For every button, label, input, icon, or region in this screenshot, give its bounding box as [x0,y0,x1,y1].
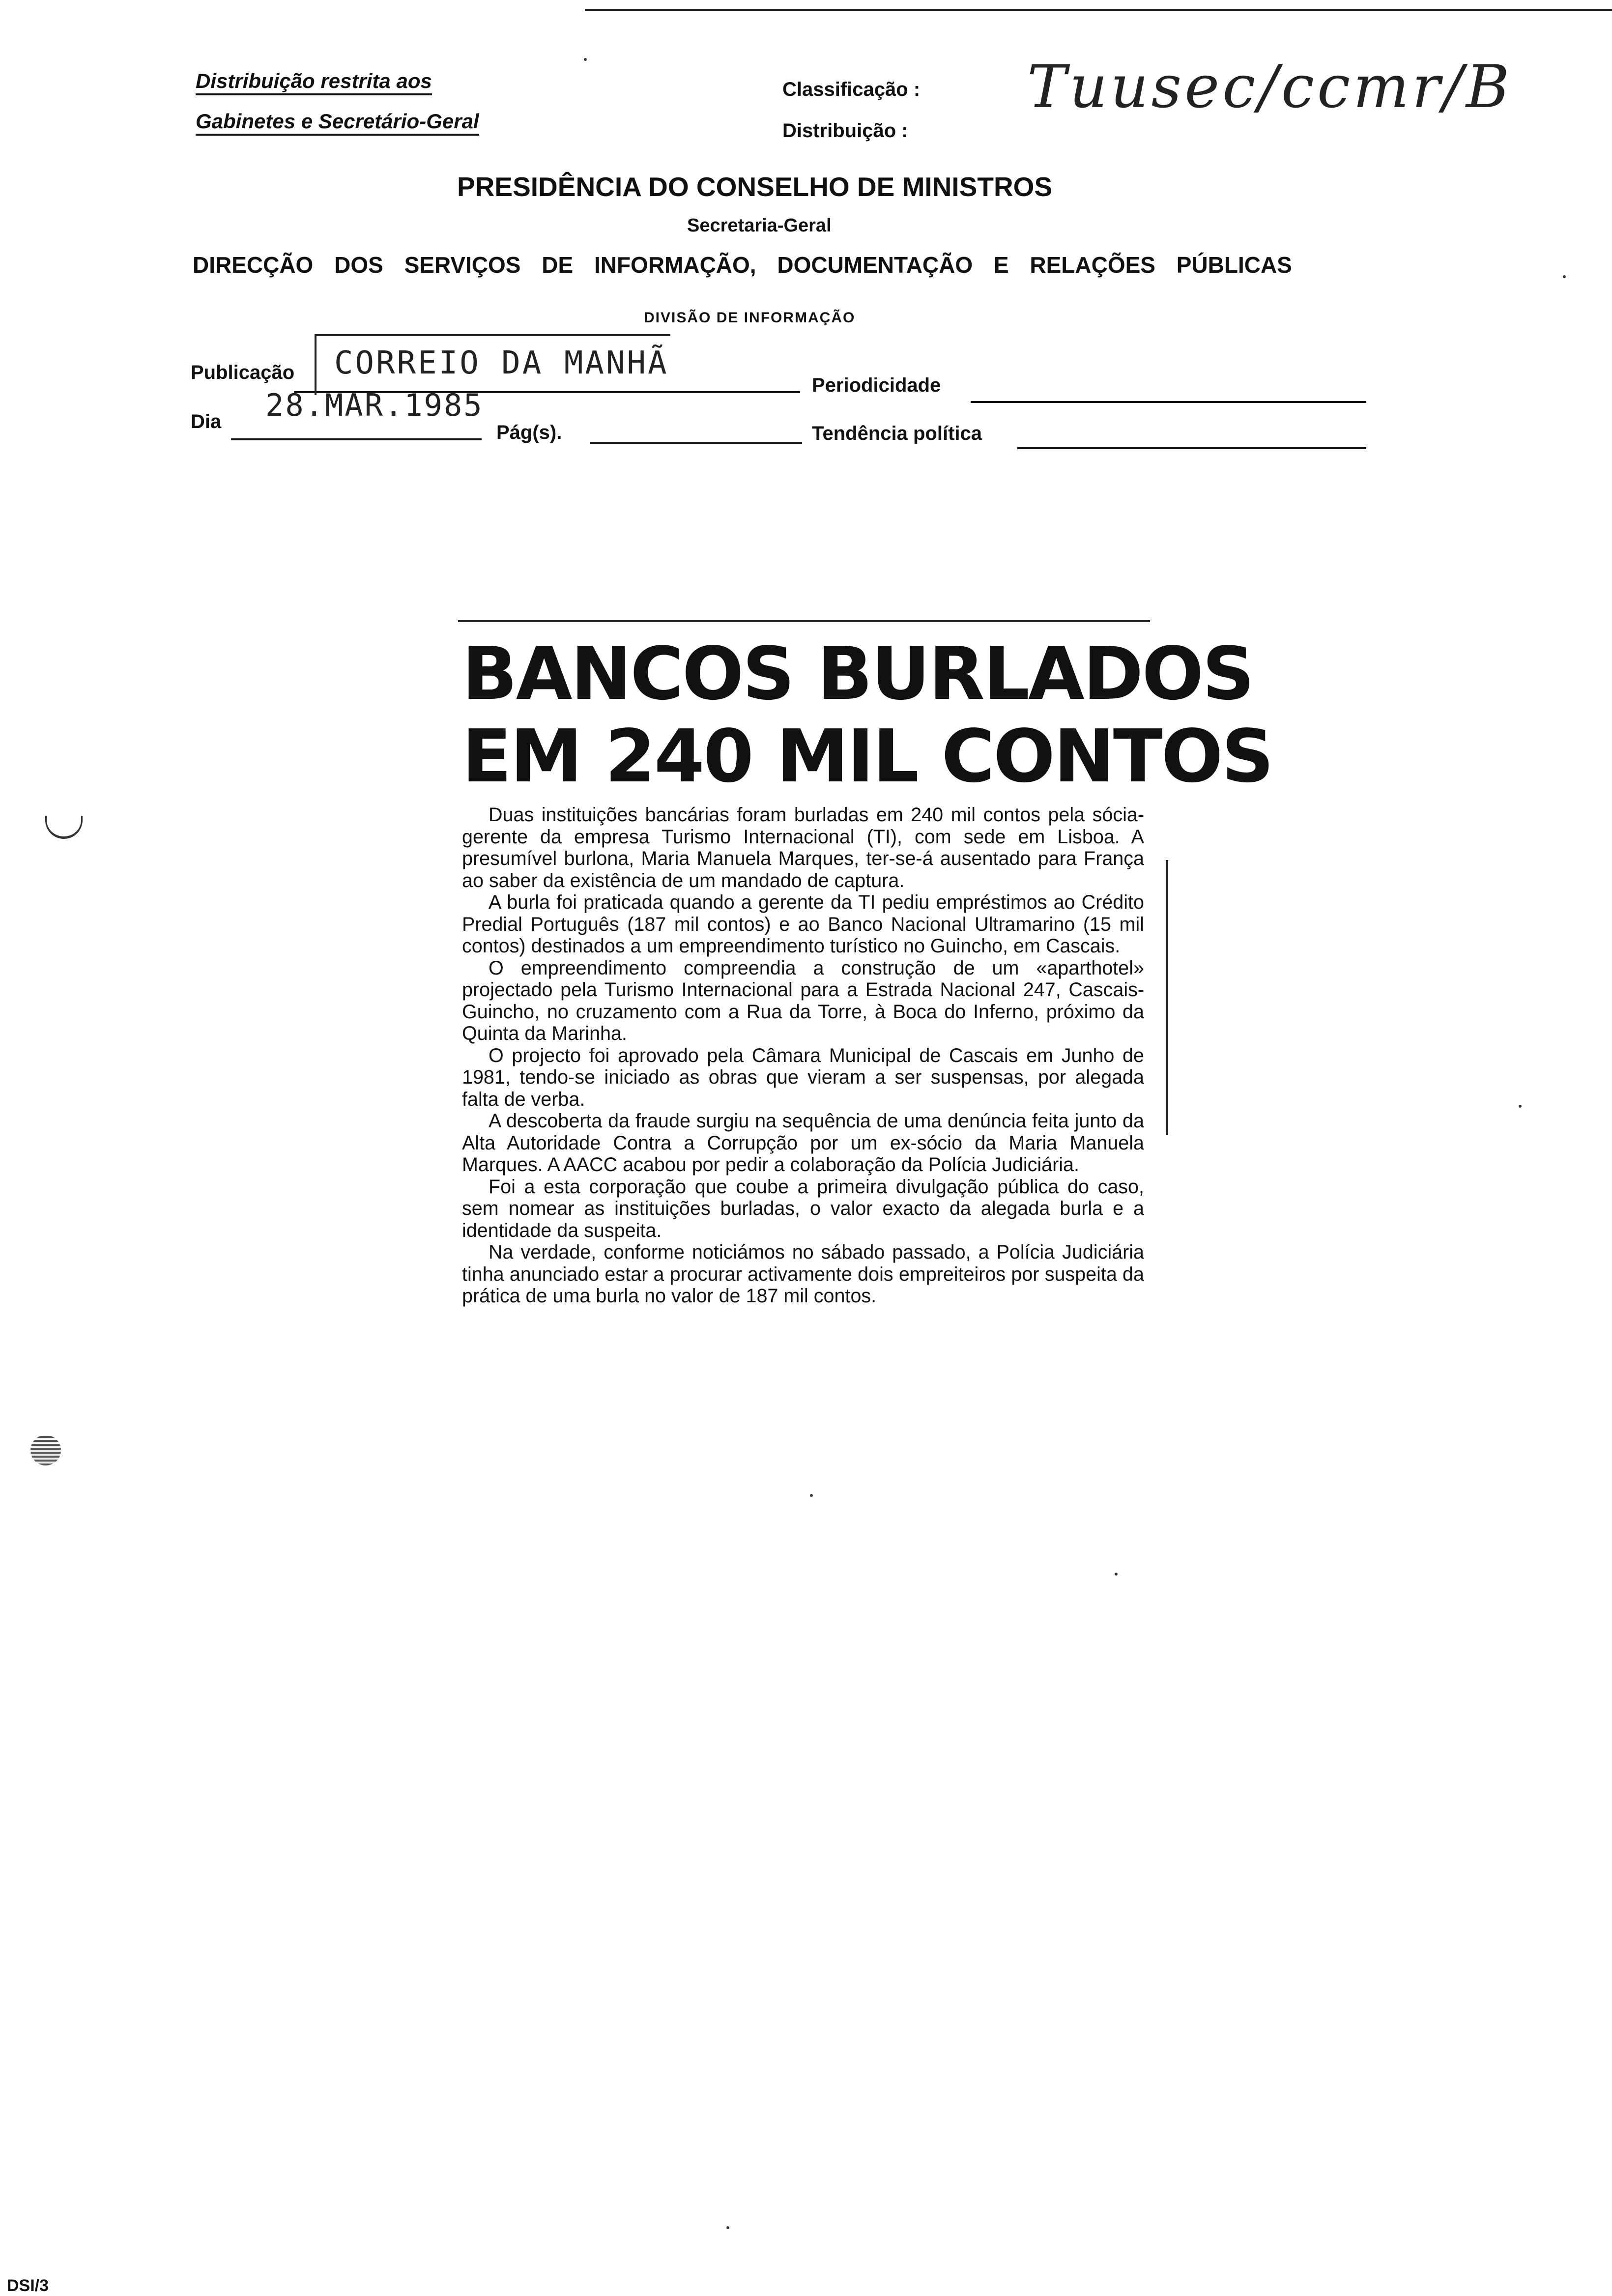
article-paragraph: Foi a esta corporação que coube a primeira divulgação pública do caso, sem nomear as instituições burladas, o valor exacto da alegada burla e a identidade da suspeita. [462,1176,1144,1241]
restricted-text-2: Gabinetes e Secretário-Geral [196,110,479,136]
punch-hole-top [45,816,83,839]
classification-label: Classificação : [782,79,921,100]
article-paragraph: Na verdade, conforme noticiámos no sábado passado, a Polícia Judiciária tinha anunciado estar a procurar activamente dois empreiteiros por suspeita da prática de uma burla no valor de 187 mil contos. [462,1241,1144,1307]
restricted-distribution-line1 [196,69,432,93]
day-stamp-text: 28.MAR.1985 [265,387,484,423]
scan-speck [810,1494,813,1497]
restricted-text-1: Distribuição restrita aos [196,69,432,95]
article-top-rule [458,620,1150,622]
day-line [231,438,482,440]
restricted-distribution-line2 [196,109,479,134]
article-body [462,804,1144,1307]
scan-speck [1115,1573,1118,1576]
scan-speck [1519,1105,1522,1108]
publication-stamp-text: CORREIO DA MANHÃ [334,345,669,381]
day-label: Dia [191,411,222,432]
pages-line [590,442,802,444]
secretariat-title: Secretaria-Geral [687,215,832,236]
distribution-label: Distribuição : [782,120,908,142]
article-headline-line1: BANCOS BURLADOS [462,631,1253,716]
top-border-line [585,9,1612,11]
publication-label: Publicação [191,362,295,383]
handwritten-reference-note: Tuusec/ccmr/B [1027,53,1513,121]
scan-speck [584,58,587,61]
division-title: DIVISÃO DE INFORMAÇÃO [644,310,856,326]
scan-speck [726,2226,729,2229]
directorate-title: DIRECÇÃO DOS SERVIÇOS DE INFORMAÇÃO, DOCUMENTAÇÃO E RELAÇÕES PÚBLICAS [193,252,1292,278]
political-tendency-label: Tendência política [812,423,982,444]
periodicity-line [971,401,1366,403]
article-paragraph: A burla foi praticada quando a gerente da TI pediu empréstimos ao Crédito Predial Português (187 mil contos) e ao Banco Nacional Ultramarino (15 mil contos) destinados a um empreendimento turístico no Guincho, em Cascais. [462,891,1144,957]
clipping-edge-line [1166,860,1168,1135]
article-paragraph: A descoberta da fraude surgiu na sequência de uma denúncia feita junto da Alta Autoridade Contra a Corrupção por um ex-sócio da Maria Manuela Marques. A AACC acabou por pedir a colaboração da Polícia Judiciária. [462,1110,1144,1176]
article-paragraph: O empreendimento compreendia a construção de um «aparthotel» projectado pela Turismo Internacional para a Estrada Nacional 247, Cascais-Guincho, no cruzamento com a Rua da Torre, à Boca do Inferno, próximo da Quinta da Marinha. [462,957,1144,1044]
presidency-title: PRESIDÊNCIA DO CONSELHO DE MINISTROS [457,172,1053,202]
political-tendency-line [1017,447,1366,449]
article-paragraph: Duas instituições bancárias foram burladas em 240 mil contos pela sócia-gerente da empresa Turismo Internacional (TI), com sede em Lisboa. A presumível burlona, Maria Manuela Marques, ter-se-á ausentado para França ao saber da existência de um mandado de captura. [462,804,1144,891]
pages-label: Pág(s). [496,422,562,443]
periodicity-label: Periodicidade [812,374,941,396]
article-paragraph: O projecto foi aprovado pela Câmara Municipal de Cascais em Junho de 1981, tendo-se iniciado as obras que vieram a ser suspensas, por alegada falta de verba. [462,1044,1144,1110]
scan-speck [1563,275,1566,278]
article-headline-line2: EM 240 MIL CONTOS [462,714,1273,799]
punch-hole-bottom [30,1435,61,1465]
form-code: DSI/3 [7,2276,49,2295]
